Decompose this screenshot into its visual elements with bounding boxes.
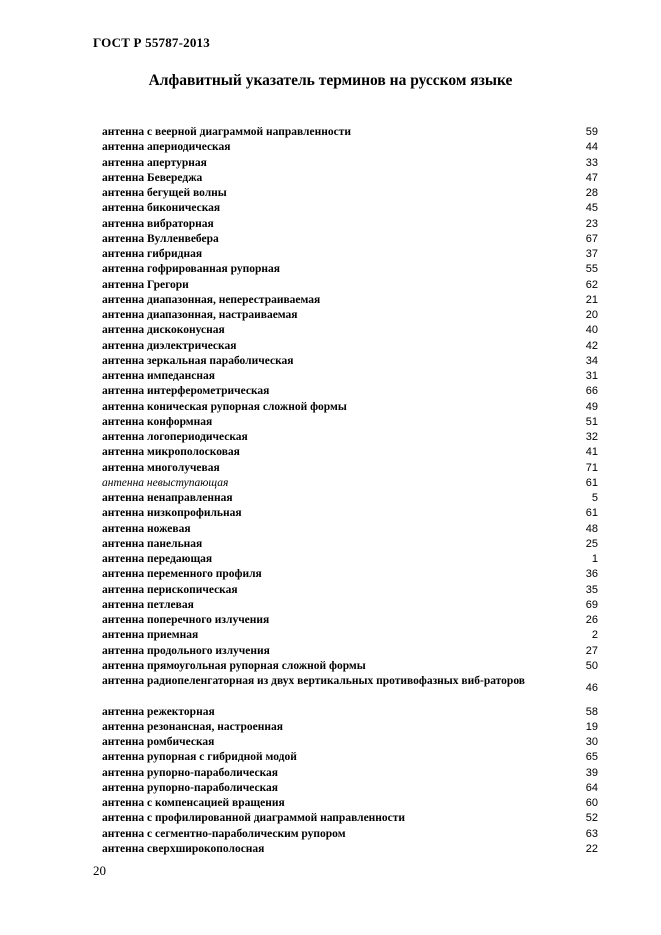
- index-page-ref: 50: [585, 659, 598, 672]
- index-page-ref: 5: [591, 492, 598, 504]
- document-header: ГОСТ Р 55787-2013: [93, 35, 210, 50]
- index-page-ref: 34: [585, 354, 598, 367]
- index-entry: [102, 583, 598, 598]
- index-page-ref: 71: [585, 461, 598, 474]
- index-term: антенна рупорная с гибридной модой: [102, 751, 297, 764]
- index-entry: [102, 720, 598, 735]
- index-term: антенна поперечного излучения: [102, 614, 270, 626]
- index-term: антенна радиопеленгаторная из двух вертикальных противофазных виб-раторов: [102, 675, 525, 687]
- index-term: антенна сверхширокополосная: [102, 842, 265, 855]
- index-entry: [102, 415, 598, 430]
- index-term: антенна Грегори: [102, 278, 189, 291]
- index-page-ref: 44: [585, 141, 598, 154]
- index-page-ref: 23: [585, 217, 598, 230]
- index-entry: [102, 735, 598, 750]
- index-entry: [102, 750, 598, 765]
- index-title: Алфавитный указатель терминов на русском языке: [148, 72, 513, 89]
- index-term: антенна дискоконусная: [102, 324, 225, 337]
- index-entry: [102, 186, 598, 201]
- index-term: антенна диапазонная, неперестраиваемая: [102, 293, 321, 306]
- index-term: антенна коническая рупорная сложной формы: [102, 400, 347, 413]
- index-entry: [102, 705, 598, 720]
- index-page-ref: 33: [585, 156, 598, 169]
- index-page-ref: 2: [591, 629, 598, 642]
- index-entry: [102, 278, 598, 293]
- index-term: антенна с веерной диаграммой направленности: [102, 126, 351, 138]
- index-page-ref: 20: [585, 309, 598, 321]
- index-page-ref: 37: [585, 248, 598, 260]
- index-page-ref: 46: [585, 682, 598, 694]
- index-entry: [102, 369, 598, 384]
- index-term: антенна биконическая: [102, 202, 221, 215]
- index-entry: [102, 247, 598, 262]
- index-entry: [102, 262, 598, 277]
- index-entry: [102, 430, 598, 445]
- index-entry: [102, 811, 598, 826]
- index-page-ref: 52: [585, 812, 598, 825]
- index-term: антенна переменного профиля: [102, 568, 262, 581]
- index-term: антенна бегущей волны: [102, 187, 227, 199]
- index-entry: [102, 339, 598, 354]
- index-term: антенна апертурная: [102, 156, 207, 169]
- index-page-ref: 28: [585, 187, 598, 199]
- index-term: антенна резонансная, настроенная: [102, 720, 284, 733]
- index-page-ref: 66: [585, 385, 598, 398]
- index-entry: [102, 476, 598, 491]
- index-entry: [102, 201, 598, 216]
- index-page-ref: 67: [585, 232, 598, 245]
- index-entry: [102, 781, 598, 796]
- index-term: антенна Бевереджа: [102, 171, 203, 184]
- index-page-ref: 42: [585, 339, 598, 352]
- index-entry: [102, 796, 598, 811]
- index-entry: [102, 842, 598, 857]
- index-page-ref: 35: [585, 583, 598, 596]
- page-number: 20: [93, 863, 106, 878]
- index-page-ref: 25: [585, 537, 598, 550]
- index-term: антенна интерферометрическая: [102, 385, 270, 398]
- index-entry: [102, 232, 598, 247]
- index-page-ref: 59: [585, 126, 598, 138]
- index-term: антенна рупорно-параболическая: [102, 781, 279, 794]
- index-entry: [102, 628, 598, 643]
- index-entry: [102, 156, 598, 171]
- index-entry: [102, 308, 598, 323]
- index-page-ref: 47: [585, 171, 598, 184]
- index-page-ref: 55: [585, 263, 598, 276]
- index-page-ref: 69: [585, 598, 598, 611]
- index-term: антенна логопериодическая: [102, 431, 248, 443]
- index-page-ref: 64: [585, 781, 598, 794]
- index-page-ref: 41: [585, 446, 598, 459]
- index-term: антенна передающая: [102, 553, 213, 565]
- index-term: антенна апериодическая: [102, 141, 231, 154]
- index-entry: [102, 674, 598, 705]
- index-term: антенна гофрированная рупорная: [102, 263, 280, 276]
- index-entry: [102, 537, 598, 552]
- index-entry: [102, 323, 598, 338]
- index-term: антенна низкопрофильная: [102, 507, 242, 520]
- index-page-ref: 39: [585, 766, 598, 779]
- index-page-ref: 61: [585, 476, 598, 489]
- index-term: антенна панельная: [102, 537, 203, 550]
- index-term: антенна конформная: [102, 415, 213, 428]
- index-term: антенна продольного излучения: [102, 644, 270, 657]
- index-term: антенна петлевая: [102, 598, 194, 611]
- index-page-ref: 63: [585, 827, 598, 840]
- index-entry: [102, 400, 598, 415]
- index-entry: [102, 659, 598, 674]
- index-entry: [102, 293, 598, 308]
- index-page-ref: 61: [585, 507, 598, 520]
- index-term: антенна с компенсацией вращения: [102, 797, 285, 809]
- index-term: антенна зеркальная параболическая: [102, 354, 294, 367]
- index-term: антенна многолучевая: [102, 461, 220, 474]
- index-term: антенна с профилированной диаграммой направленности: [102, 812, 406, 825]
- index-entry: [102, 171, 598, 186]
- index-page-ref: 21: [585, 293, 598, 306]
- index-term: антенна ножевая: [102, 522, 191, 535]
- index-term: антенна с сегментно-параболическим рупором: [102, 827, 346, 840]
- index-term: антенна рупорно-параболическая: [102, 766, 279, 779]
- index-page-ref: 26: [585, 614, 598, 626]
- index-page-ref: 45: [585, 202, 598, 215]
- index-entry: [102, 644, 598, 659]
- index-page-ref: 49: [585, 400, 598, 413]
- index-term: антенна вибраторная: [102, 217, 214, 230]
- index-entry: [102, 552, 598, 567]
- index-page-ref: 1: [591, 553, 598, 565]
- index-entry: [102, 766, 598, 781]
- index-entry: [102, 354, 598, 369]
- index-entry: [102, 384, 598, 399]
- index-page-ref: 58: [585, 705, 598, 718]
- index-page-ref: 48: [585, 522, 598, 535]
- index-list: [102, 125, 598, 857]
- index-term: антенна диапазонная, настраиваемая: [102, 309, 298, 321]
- index-page-ref: 51: [585, 415, 598, 428]
- index-term: антенна ромбическая: [102, 736, 215, 748]
- index-term: антенна прямоугольная рупорная сложной формы: [102, 659, 366, 672]
- index-page-ref: 19: [585, 720, 598, 733]
- index-entry: [102, 445, 598, 460]
- index-page-ref: 27: [585, 644, 598, 657]
- index-term: антенна диэлектрическая: [102, 339, 237, 352]
- index-term: антенна режекторная: [102, 705, 215, 718]
- index-term: антенна Вулленвебера: [102, 232, 219, 245]
- index-entry: [102, 506, 598, 521]
- index-entry: [102, 613, 598, 628]
- index-term: антенна микрополосковая: [102, 446, 240, 459]
- index-page-ref: 36: [585, 568, 598, 581]
- index-entry: [102, 140, 598, 155]
- index-term: антенна гибридная: [102, 248, 203, 260]
- index-term: антенна импедансная: [102, 370, 215, 382]
- index-term: антенна приемная: [102, 629, 199, 642]
- index-page-ref: 31: [585, 370, 598, 382]
- index-entry: [102, 491, 598, 506]
- index-entry: [102, 217, 598, 232]
- index-page-ref: 62: [585, 278, 598, 291]
- index-entry: [102, 461, 598, 476]
- index-entry: [102, 567, 598, 582]
- index-term: антенна невыступающая: [102, 476, 229, 489]
- index-page-ref: 40: [585, 324, 598, 337]
- index-entry: [102, 827, 598, 842]
- index-entry: [102, 598, 598, 613]
- index-entry: [102, 125, 598, 140]
- index-page-ref: 32: [585, 431, 598, 443]
- index-entry: [102, 522, 598, 537]
- index-page-ref: 30: [585, 736, 598, 748]
- index-term: антенна перископическая: [102, 583, 238, 596]
- index-term: антенна ненаправленная: [102, 492, 233, 504]
- index-page-ref: 22: [585, 842, 598, 855]
- index-page-ref: 60: [585, 797, 598, 809]
- index-page-ref: 65: [585, 751, 598, 764]
